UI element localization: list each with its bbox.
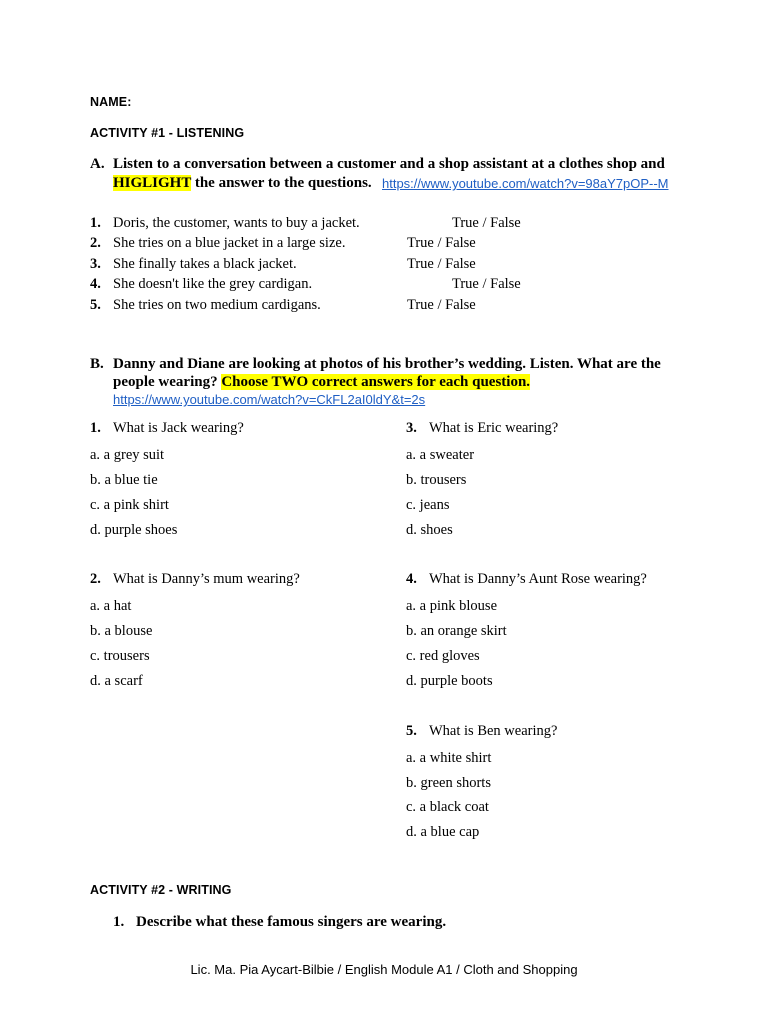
list-item: 4. She doesn't like the grey cardigan. [90, 276, 313, 292]
highlight-word: HIGLIGHT [113, 175, 192, 191]
true-false-answer[interactable]: True / False [452, 276, 521, 292]
activity-2-title: ACTIVITY #2 - WRITING [90, 883, 232, 897]
list-item: 5. She tries on two medium cardigans. [90, 297, 321, 313]
option[interactable]: a. a pink blouse [406, 598, 498, 614]
highlight-instruction: Choose TWO correct answers for each question. [221, 374, 531, 390]
option[interactable]: a. a hat [90, 598, 132, 614]
option[interactable]: c. a pink shirt [90, 497, 169, 513]
option[interactable]: c. trousers [90, 648, 150, 664]
list-item: 3. She finally takes a black jacket. [90, 256, 297, 272]
option[interactable]: d. a blue cap [406, 824, 480, 840]
question-dannys-mum: 2. What is Danny’s mum wearing? [90, 571, 300, 587]
option[interactable]: b. a blue tie [90, 472, 158, 488]
list-item: 2. She tries on a blue jacket in a large size. [90, 235, 346, 251]
option[interactable]: a. a grey suit [90, 447, 165, 463]
option[interactable]: c. a black coat [406, 799, 489, 815]
option[interactable]: b. a blouse [90, 623, 153, 639]
section-a-instruction-line2 [113, 174, 372, 193]
option[interactable]: d. purple boots [406, 673, 493, 689]
section-a-instruction-rest: the answer to the questions. [191, 175, 372, 191]
section-a-letter: A. [90, 156, 105, 172]
question-jack: 1. What is Jack wearing? [90, 420, 244, 436]
section-b-video-link[interactable]: https://www.youtube.com/watch?v=CkFL2aI0ldY&t=2s [113, 392, 426, 407]
list-item: 1. Doris, the customer, wants to buy a jacket. [90, 215, 360, 231]
section-a-instruction-line1: Listen to a conversation between a customer and a shop assistant at a clothes shop and [113, 156, 665, 172]
question-eric: 3. What is Eric wearing? [406, 420, 559, 436]
option[interactable]: c. red gloves [406, 648, 480, 664]
activity-1-title: ACTIVITY #1 - LISTENING [90, 126, 245, 140]
option[interactable]: a. a white shirt [406, 750, 492, 766]
option[interactable]: d. purple shoes [90, 522, 178, 538]
section-b-instruction-line2: people wearing? Choose TWO correct answers for each question. [113, 374, 531, 390]
activity-2-item: 1. Describe what these famous singers are wearing. [113, 914, 447, 930]
true-false-answer[interactable]: True / False [407, 235, 476, 251]
section-b-instruction-line1: Danny and Diane are looking at photos of his brother’s wedding. Listen. What are the [113, 356, 661, 372]
section-b-letter: B. [90, 356, 104, 372]
true-false-answer[interactable]: True / False [407, 297, 476, 313]
option[interactable]: d. a scarf [90, 673, 143, 689]
option[interactable]: b. an orange skirt [406, 623, 507, 639]
option[interactable]: a. a sweater [406, 447, 475, 463]
question-ben: 5. What is Ben wearing? [406, 723, 558, 739]
option[interactable]: b. green shorts [406, 775, 491, 791]
option[interactable]: b. trousers [406, 472, 467, 488]
question-aunt-rose: 4. What is Danny’s Aunt Rose wearing? [406, 571, 647, 587]
page-footer: Lic. Ma. Pia Aycart-Bilbie / English Module A1 / Cloth and Shopping [190, 962, 578, 977]
option[interactable]: d. shoes [406, 522, 453, 538]
section-a-video-link[interactable]: https://www.youtube.com/watch?v=98aY7pOP--M [382, 176, 669, 191]
true-false-answer[interactable]: True / False [452, 215, 521, 231]
name-label: NAME: [90, 95, 132, 109]
option[interactable]: c. jeans [406, 497, 450, 513]
true-false-answer[interactable]: True / False [407, 256, 476, 272]
